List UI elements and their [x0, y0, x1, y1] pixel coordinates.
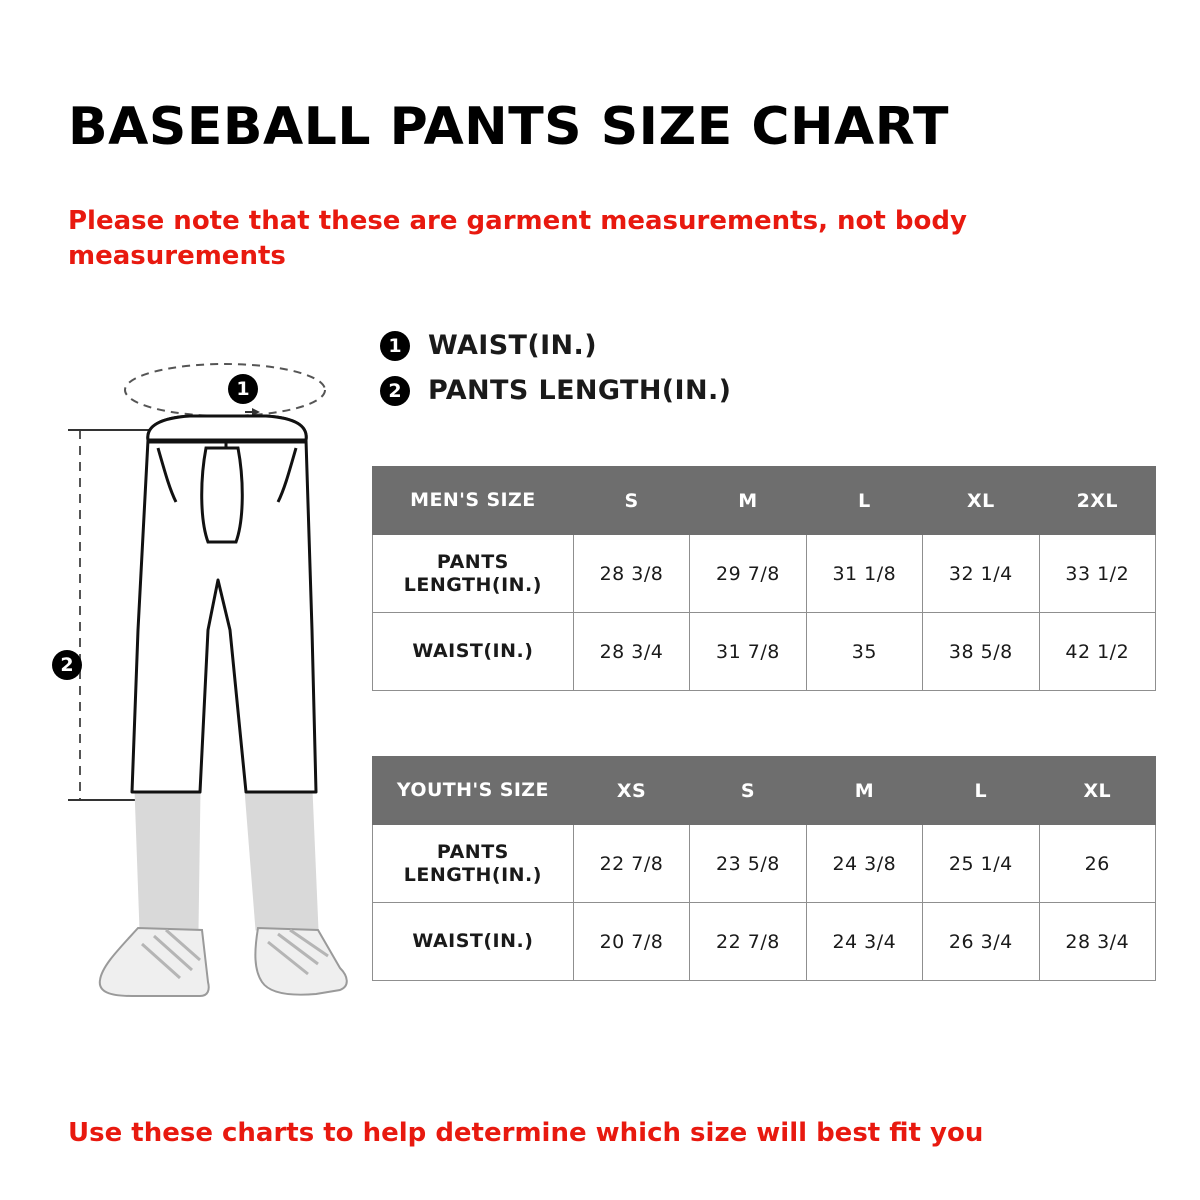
mens-col-xl: XL [923, 467, 1039, 535]
table-header-row [373, 757, 1156, 825]
mens-col-s: S [573, 467, 689, 535]
mens-col-2xl: 2XL [1039, 467, 1155, 535]
legend-item-waist [380, 330, 731, 361]
youth-waist-xs: 20 7/8 [573, 903, 689, 981]
marker-2-icon: 2 [380, 376, 410, 406]
mens-waist-l: 35 [806, 613, 922, 691]
youth-waist-l: 26 3/4 [923, 903, 1039, 981]
table-header-row [373, 467, 1156, 535]
table-row [373, 903, 1156, 981]
mens-waist-xl: 38 5/8 [923, 613, 1039, 691]
mens-col-m: M [690, 467, 806, 535]
mens-length-m: 29 7/8 [690, 535, 806, 613]
mens-corner-label: MEN'S SIZE [373, 467, 574, 535]
mens-row-label-waist: WAIST(IN.) [373, 613, 574, 691]
youth-col-m: M [806, 757, 922, 825]
youth-col-s: S [690, 757, 806, 825]
youth-waist-xl: 28 3/4 [1039, 903, 1155, 981]
mens-length-xl: 32 1/4 [923, 535, 1039, 613]
marker-1-icon: 1 [380, 331, 410, 361]
diagram-marker-2-icon: 2 [52, 650, 82, 680]
mens-length-l: 31 1/8 [806, 535, 922, 613]
mens-waist-m: 31 7/8 [690, 613, 806, 691]
youth-row-label-length: PANTS LENGTH(IN.) [373, 825, 574, 903]
diagram-marker-1-icon: 1 [228, 374, 258, 404]
subtitle-note: Please note that these are garment measurements, not body measurements [68, 206, 967, 272]
legend-label-waist: WAIST(IN.) [428, 330, 597, 361]
table-row [373, 825, 1156, 903]
mens-waist-2xl: 42 1/2 [1039, 613, 1155, 691]
youth-col-l: L [923, 757, 1039, 825]
youth-col-xs: XS [573, 757, 689, 825]
youth-length-s: 23 5/8 [690, 825, 806, 903]
youth-waist-m: 24 3/4 [806, 903, 922, 981]
youth-corner-label: YOUTH'S SIZE [373, 757, 574, 825]
pants-illustration [40, 330, 370, 1010]
mens-length-s: 28 3/8 [573, 535, 689, 613]
legend-label-length: PANTS LENGTH(IN.) [428, 375, 732, 406]
youth-length-xs: 22 7/8 [573, 825, 689, 903]
mens-col-l: L [806, 467, 922, 535]
youth-waist-s: 22 7/8 [690, 903, 806, 981]
pants-diagram-svg [40, 330, 370, 1010]
youth-col-xl: XL [1039, 757, 1155, 825]
footer-note: Use these charts to help determine which size will best fit you [68, 1118, 984, 1148]
legend-item-length [380, 375, 731, 406]
youth-length-l: 25 1/4 [923, 825, 1039, 903]
mens-size-table [372, 466, 1156, 691]
youth-length-m: 24 3/8 [806, 825, 922, 903]
youth-row-label-waist: WAIST(IN.) [373, 903, 574, 981]
table-row [373, 535, 1156, 613]
mens-row-label-length: PANTS LENGTH(IN.) [373, 535, 574, 613]
page-title: BASEBALL PANTS SIZE CHART [68, 96, 949, 157]
mens-length-2xl: 33 1/2 [1039, 535, 1155, 613]
youth-length-xl: 26 [1039, 825, 1155, 903]
youth-size-table [372, 756, 1156, 981]
mens-waist-s: 28 3/4 [573, 613, 689, 691]
table-row [373, 613, 1156, 691]
measurement-legend [380, 330, 731, 420]
